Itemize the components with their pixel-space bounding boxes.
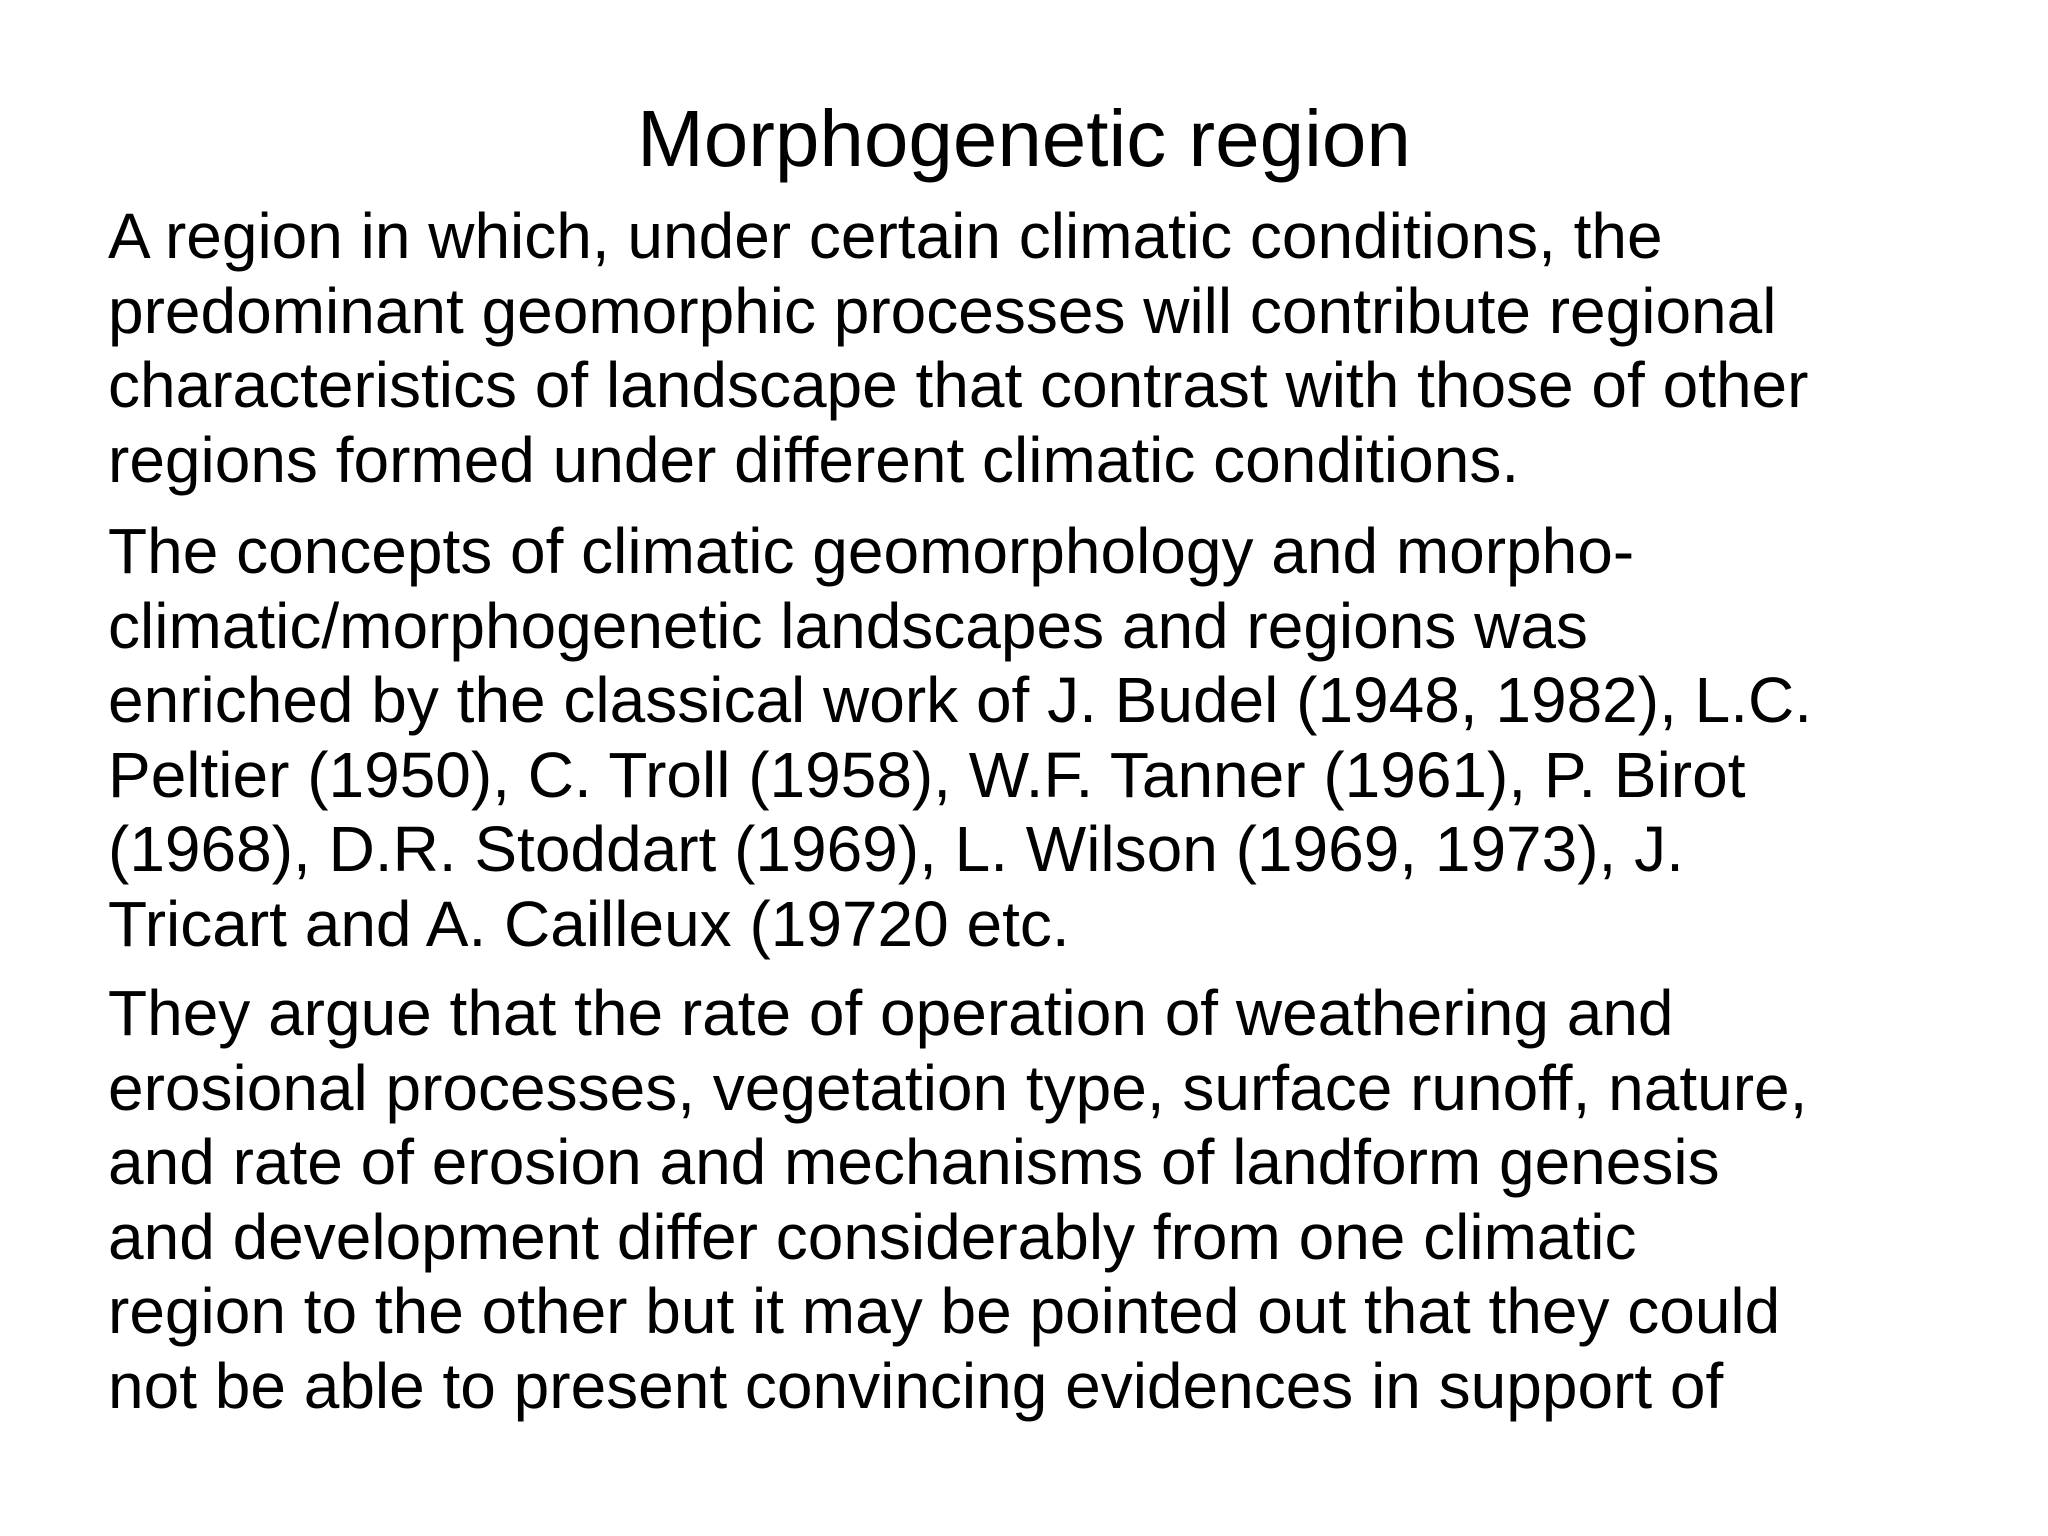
text-line: and rate of erosion and mechanisms of landform genesis — [108, 1126, 1720, 1198]
paragraph-argument — [108, 976, 2008, 1423]
text-line: erosional processes, vegetation type, surface runoff, nature, — [108, 1051, 1808, 1124]
text-line: A region in which, under certain climatic conditions, the — [108, 200, 1663, 272]
text-line: climatic/morphogenetic landscapes and regions was — [108, 589, 1588, 662]
paragraph-concepts — [108, 514, 2008, 961]
text-line: Tricart and A. Cailleux (19720 etc. — [108, 887, 1070, 960]
text-line: They argue that the rate of operation of weathering and — [108, 977, 1674, 1049]
text-line: The concepts of climatic geomorphology and morpho- — [108, 515, 1635, 587]
text-line: predominant geomorphic processes will contribute regional — [108, 274, 1777, 347]
text-line: (1968), D.R. Stoddart (1969), L. Wilson (1969, 1973), J. — [108, 813, 1684, 885]
paragraph-definition — [108, 199, 2008, 497]
text-line: region to the other but it may be pointed out that they could — [108, 1275, 1781, 1347]
text-line: characteristics of landscape that contrast with those of other — [108, 349, 1809, 421]
text-line: and development differ considerably from one climatic — [108, 1200, 1637, 1273]
slide-title: Morphogenetic region — [637, 94, 1411, 183]
text-line: enriched by the classical work of J. Budel (1948, 1982), L.C. — [108, 664, 1812, 736]
text-line: not be able to present convincing evidences in support of — [108, 1349, 1724, 1422]
text-line: Peltier (1950), C. Troll (1958), W.F. Tanner (1961), P. Birot — [108, 738, 1746, 811]
text-line: regions formed under different climatic conditions. — [108, 423, 1520, 496]
